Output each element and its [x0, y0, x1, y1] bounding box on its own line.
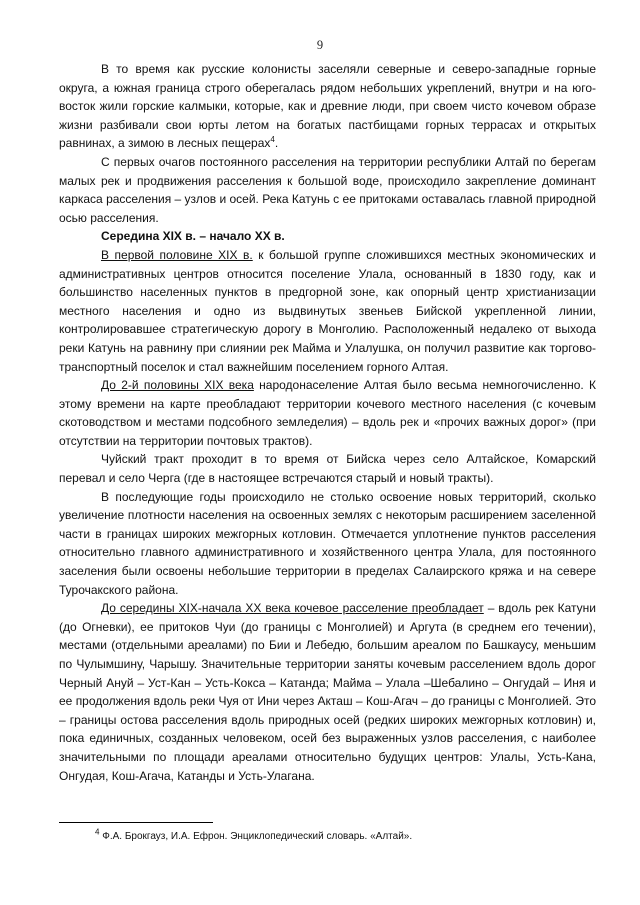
paragraph-text: народонаселение Алтая было весьма немногочисленно. К этому времени на карте преобладают территории кочевого местного населения (с кочевым скотоводством и местами подсобного земледелия) – вдоль рек и «прочих важных дорог» (при отсутствии на территории почтовых трактов). — [59, 378, 596, 448]
period-label: До 2-й половины XIX века — [101, 378, 254, 393]
paragraph-text: к большой группе сложившихся местных экономических и административных центров относится поселение Улала, основанный в 1830 году, как и большинство населенных пунктов в предгорной зоне, как опорный центр христианизации местного населения и одно из выдвинутых звеньев Бийской укрепленной линии, контролировавшее стратегическую дорогу в Монголию. Расположенный недалеко от выхода реки Катунь на равнину при слиянии рек Майма и Улалушка, он получил развитие как торгово-транспортный поселок и стал важнейшим поселением горного Алтая. — [59, 247, 597, 374]
paragraph-text-end: . — [274, 136, 279, 151]
paragraph-3 — [59, 246, 596, 376]
period-label: В первой половине XIX в. — [101, 247, 253, 262]
footnote-number: 4 — [95, 827, 100, 837]
period-label: До середины XIX-начала XX века кочевое расселение преобладает — [101, 601, 484, 616]
paragraph-2: С первых очагов постоянного расселения на территории республики Алтай по берегам малых рек и продвижения расселения к большой воде, происходило закрепление доминант каркаса расселения – узлов и осей. Река Катунь с ее притоками оставалась главной природной осью расселения. — [59, 154, 596, 225]
footnote-text: Ф.А. Брокгауз, И.А. Ефрон. Энциклопедический словарь. «Алтай». — [99, 831, 413, 842]
page-number: 9 — [316, 38, 324, 52]
footnote-ref[interactable]: 4 — [270, 135, 275, 145]
paragraph-text: В то время как русские колонисты заселяли северные и северо-западные горные округа, а южная граница строго оберегалась рядом небольших укреплений, внутри и на юго-восток жили горские калмыки, которые, как и древние люди, при своем чисто кочевом образе жизни разбивали свои юрты летом на богатых пастбищами горных террасах и открытых равнинах, а зимою в лесных пещерах — [59, 62, 596, 151]
paragraph-5: Чуйский тракт проходит в то время от Бийска через село Алтайское, Комарский перевал и село Черга (где в настоящее встречаются старый и новый тракты). — [59, 452, 596, 486]
footnote-divider — [59, 822, 213, 823]
paragraph-6: В последующие годы происходило не столько освоение новых территорий, сколько увеличение плотности населения на освоенных землях с некоторым расширением заселенной части в границах широких межгорных котловин. Отмечается уплотнение пунктов расселения относительно главного административного и хозяйственного центра Улала, для постоянного заселения были освоены небольшие территории в пределах Салаирского кряжа и на севере Турочакского района. — [59, 489, 596, 597]
paragraph-text: – вдоль рек Катуни (до Огневки), ее притоков Чуи (до границы с Монголией) и Аргута (в среднем его течении), местами (отдельными ареалами) по Бии и Лебедю, большим ареалом по Башкаусу, меньшим по Чулымшину, Чарышу. Значительные территории заняты кочевым расселением вдоль дорог Черный Ануй – Уст-Кан – Усть-Кокса – Катанда; Майма – Улала –Шебалино – Онгудай – Иня и ее продолжения вдоль реки Чуя от Ини через Акташ – Кош-Агач – до границы с Монголией. Это – границы остова расселения вдоль природных осей (редких широких межгорных котловин) и, пока единичных, созданных человеком, осей без выраженных узлов расселения, с наиболее значительными по площади ареалами относительно будущих центров: Улалы, Усть-Кана, Онгудая, Кош-Агача, Катанды и Усть-Улагана. — [59, 601, 597, 783]
page-body — [59, 60, 596, 785]
paragraph-1 — [59, 60, 596, 153]
footnote — [95, 827, 595, 844]
paragraph-7 — [59, 599, 596, 785]
section-heading: Середина XIX в. – начало XX в. — [101, 229, 285, 244]
paragraph-4 — [59, 376, 596, 450]
